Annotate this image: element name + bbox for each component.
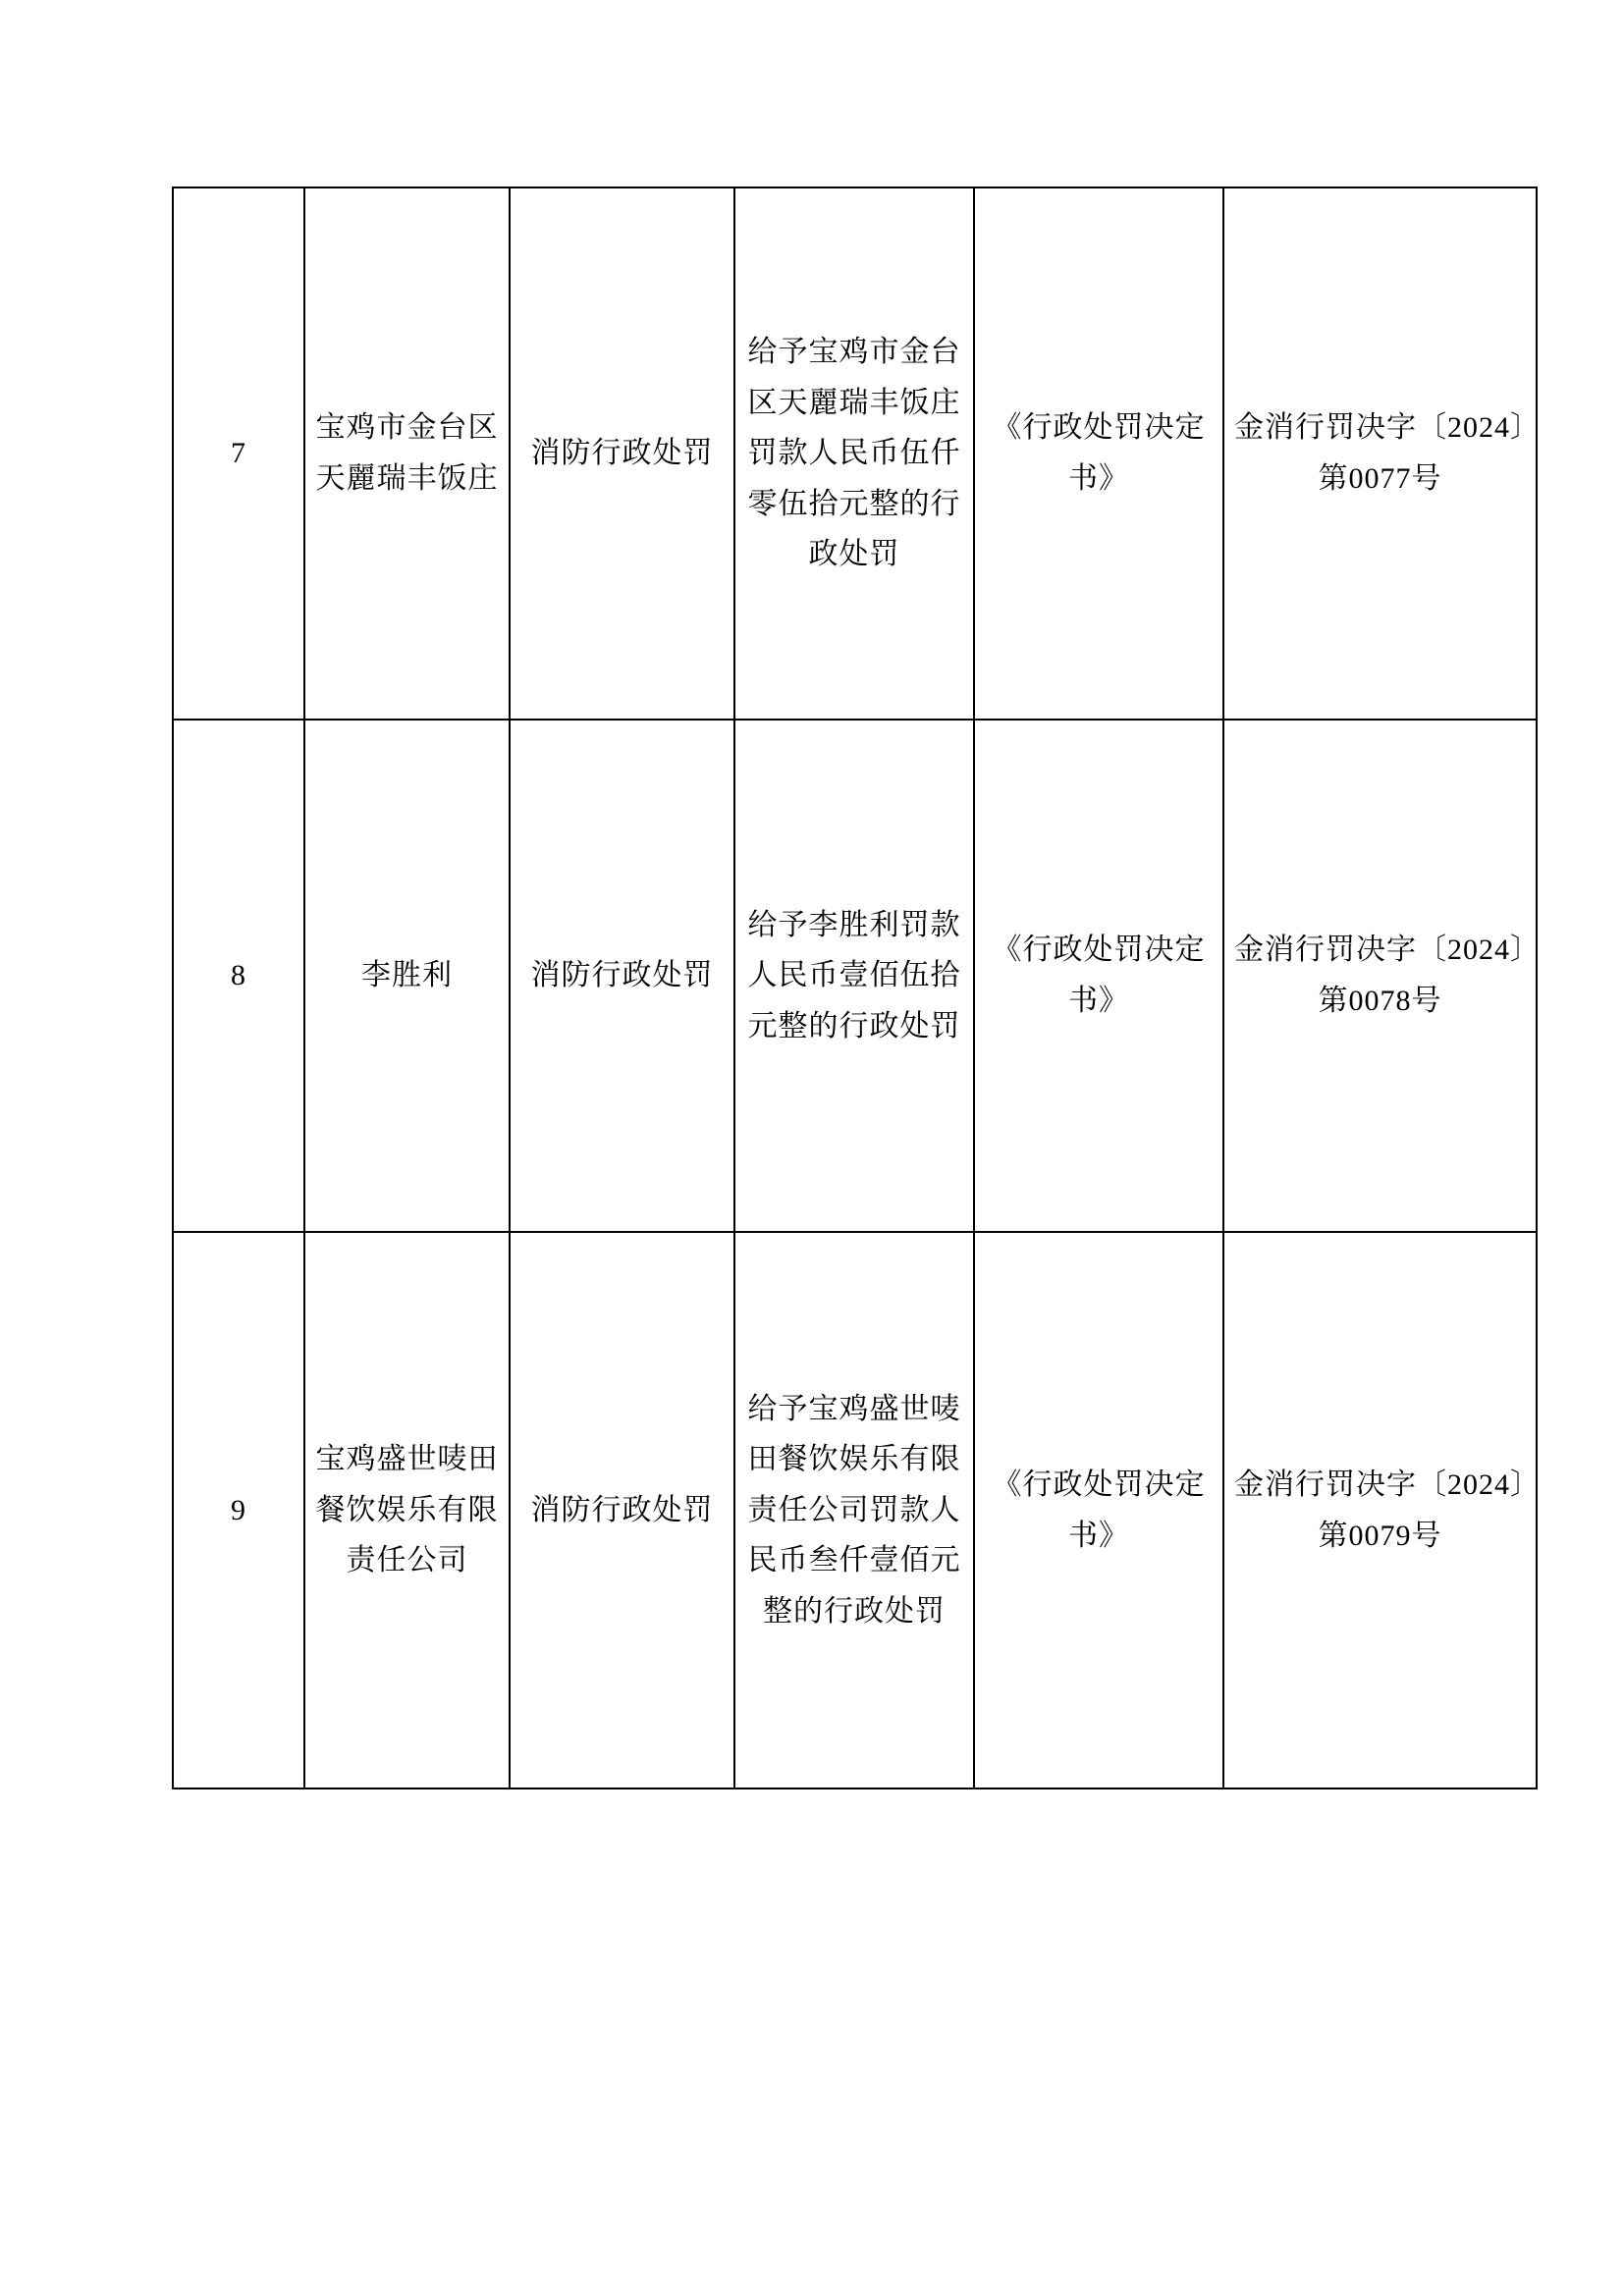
table-row [173, 1232, 1537, 1789]
penalty-table [172, 187, 1538, 1789]
table-row [173, 187, 1537, 720]
decision-document: 《行政处罚决定书》 [974, 1232, 1223, 1789]
decision-document: 《行政处罚决定书》 [974, 720, 1223, 1232]
party-name: 宝鸡市金台区天麗瑞丰饭庄 [304, 187, 510, 720]
penalty-content: 给予宝鸡盛世唛田餐饮娱乐有限责任公司罚款人民币叁仟壹佰元整的行政处罚 [734, 1232, 974, 1789]
penalty-content: 给予李胜利罚款人民币壹佰伍拾元整的行政处罚 [734, 720, 974, 1232]
penalty-type: 消防行政处罚 [510, 720, 734, 1232]
party-name: 宝鸡盛世唛田餐饮娱乐有限责任公司 [304, 1232, 510, 1789]
decision-number: 金消行罚决字〔2024〕第0077号 [1223, 187, 1537, 720]
decision-number: 金消行罚决字〔2024〕第0078号 [1223, 720, 1537, 1232]
row-index: 7 [173, 187, 304, 720]
decision-document: 《行政处罚决定书》 [974, 187, 1223, 720]
decision-number: 金消行罚决字〔2024〕第0079号 [1223, 1232, 1537, 1789]
table-row [173, 720, 1537, 1232]
row-index: 9 [173, 1232, 304, 1789]
party-name: 李胜利 [304, 720, 510, 1232]
penalty-type: 消防行政处罚 [510, 187, 734, 720]
penalty-type: 消防行政处罚 [510, 1232, 734, 1789]
penalty-content: 给予宝鸡市金台区天麗瑞丰饭庄罚款人民币伍仟零伍拾元整的行政处罚 [734, 187, 974, 720]
row-index: 8 [173, 720, 304, 1232]
